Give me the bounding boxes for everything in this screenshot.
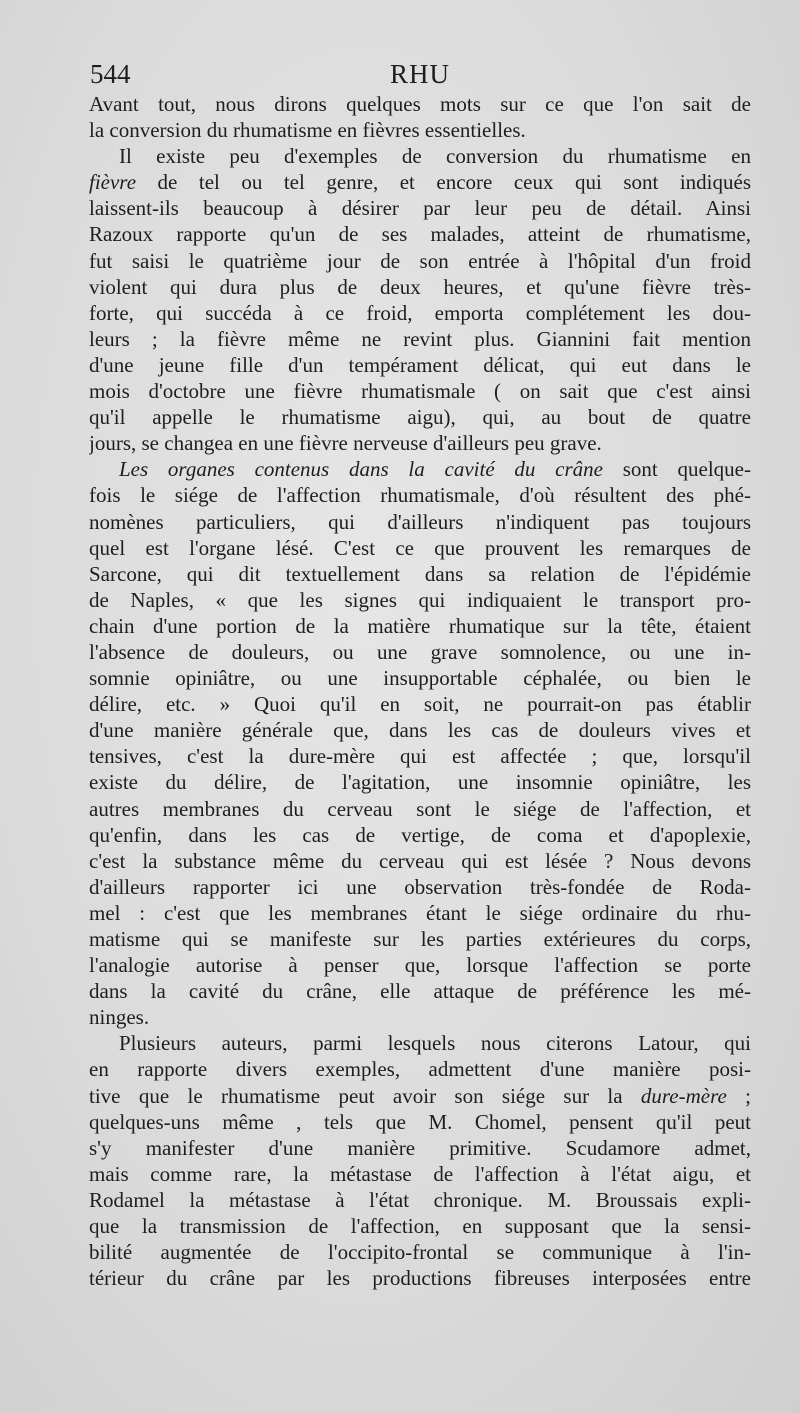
text-line: mois d'octobre une fièvre rhumatismale ( on sait que c'est ainsi bbox=[89, 379, 751, 404]
text-line: mais comme rare, la métastase de l'affection à l'état aigu, et bbox=[89, 1161, 751, 1186]
text-run: sont quelque- bbox=[602, 457, 751, 482]
text-line: bilité augmentée de l'occipito-frontal se communique à l'in- bbox=[89, 1240, 751, 1265]
text-line: d'une manière générale que, dans les cas de douleurs vives et bbox=[89, 718, 751, 743]
text-line bbox=[89, 1083, 751, 1109]
text-line: jours, se changea en une fièvre nerveuse d'ailleurs peu grave. bbox=[89, 431, 602, 456]
text-line: laissent-ils beaucoup à désirer par leur peu de détail. Ainsi bbox=[89, 196, 751, 221]
italic-text-run: fièvre bbox=[89, 170, 137, 195]
body-text bbox=[89, 91, 751, 1291]
text-line: fois le siége de l'affection rhumatismale, d'où résultent des phé- bbox=[89, 483, 751, 508]
running-head: RHU bbox=[390, 59, 451, 89]
text-line: c'est la substance même du cerveau qui est lésée ? Nous devons bbox=[89, 848, 751, 873]
text-line: quel est l'organe lésé. C'est ce que prouvent les remarques de bbox=[89, 535, 751, 560]
text-line: d'une jeune fille d'un tempérament délicat, qui eut dans le bbox=[89, 352, 751, 377]
text-line: délire, etc. » Quoi qu'il en soit, ne pourrait-on pas établir bbox=[89, 692, 751, 717]
text-run: de tel ou tel genre, et encore ceux qui sont indiqués bbox=[136, 170, 751, 195]
text-line: nomènes particuliers, qui d'ailleurs n'indiquent pas toujours bbox=[89, 509, 751, 534]
text-line: de Naples, « que les signes qui indiquaient le transport pro- bbox=[89, 587, 751, 612]
text-line: ninges. bbox=[89, 1005, 150, 1030]
text-line: Razoux rapporte qu'un de ses malades, atteint de rhumatisme, bbox=[89, 222, 751, 247]
text-line: que la transmission de l'affection, en supposant que la sensi- bbox=[89, 1214, 751, 1239]
text-line: d'ailleurs rapporter ici une observation très-fondée de Roda- bbox=[89, 874, 751, 899]
text-line: Sarcone, qui dit textuellement dans sa relation de l'épidémie bbox=[89, 561, 751, 586]
text-run: ; bbox=[726, 1083, 751, 1108]
text-line: matisme qui se manifeste sur les parties extérieures du corps, bbox=[89, 927, 751, 951]
text-line bbox=[89, 456, 751, 482]
text-line: Il existe peu d'exemples de conversion du rhumatisme en bbox=[119, 144, 751, 169]
text-line: en rapporte divers exemples, admettent d'une manière posi- bbox=[89, 1057, 751, 1082]
text-line: térieur du crâne par les productions fibreuses interposées entre bbox=[89, 1266, 751, 1291]
text-line: qu'enfin, dans les cas de vertige, de coma et d'apoplexie, bbox=[89, 822, 751, 847]
text-line: forte, qui succéda à ce froid, emporta complétement les dou- bbox=[89, 300, 751, 325]
text-line: tensives, c'est la dure-mère qui est affectée ; que, lorsqu'il bbox=[89, 744, 751, 769]
text-line: dans la cavité du crâne, elle attaque de préférence les mé- bbox=[89, 979, 751, 1004]
text-line: Avant tout, nous dirons quelques mots sur ce que l'on sait de bbox=[89, 92, 751, 116]
text-line: l'analogie autorise à penser que, lorsque l'affection se porte bbox=[89, 953, 751, 978]
text-line: l'absence de douleurs, ou une grave somnolence, ou une in- bbox=[89, 639, 751, 664]
text-line: la conversion du rhumatisme en fièvres essentielles. bbox=[89, 118, 526, 143]
text-line: violent qui dura plus de deux heures, et qu'une fièvre très- bbox=[89, 274, 751, 299]
text-line: somnie opiniâtre, ou une insupportable céphalée, ou bien le bbox=[89, 666, 751, 691]
text-line: fut saisi le quatrième jour de son entrée à l'hôpital d'un froid bbox=[89, 248, 751, 273]
text-line bbox=[89, 169, 751, 195]
text-line: autres membranes du cerveau sont le siége de l'affection, et bbox=[89, 796, 751, 821]
text-line: existe du délire, de l'agitation, une insomnie opiniâtre, les bbox=[89, 770, 751, 795]
italic-text-run: Les organes contenus dans la cavité du crâne bbox=[119, 457, 603, 482]
text-line: Rodamel la métastase à l'état chronique. M. Broussais expli- bbox=[89, 1187, 751, 1212]
text-run: tive que le rhumatisme peut avoir son siége sur la bbox=[89, 1083, 641, 1108]
text-line: Plusieurs auteurs, parmi lesquels nous citerons Latour, qui bbox=[119, 1031, 751, 1056]
text-line: chain d'une portion de la matière rhumatique sur la tête, étaient bbox=[89, 613, 751, 638]
text-line: qu'il appelle le rhumatisme aigu), qui, au bout de quatre bbox=[89, 405, 751, 430]
page-header bbox=[90, 56, 750, 92]
text-line: leurs ; la fièvre même ne revint plus. Giannini fait mention bbox=[89, 326, 751, 351]
text-line: mel : c'est que les membranes étant le siége ordinaire du rhu- bbox=[89, 900, 751, 925]
text-line: quelques-uns même , tels que M. Chomel, pensent qu'il peut bbox=[89, 1109, 751, 1134]
italic-text-run: dure-mère bbox=[640, 1083, 727, 1108]
text-line: s'y manifester d'une manière primitive. Scudamore admet, bbox=[89, 1135, 751, 1160]
page-number: 544 bbox=[90, 59, 131, 89]
